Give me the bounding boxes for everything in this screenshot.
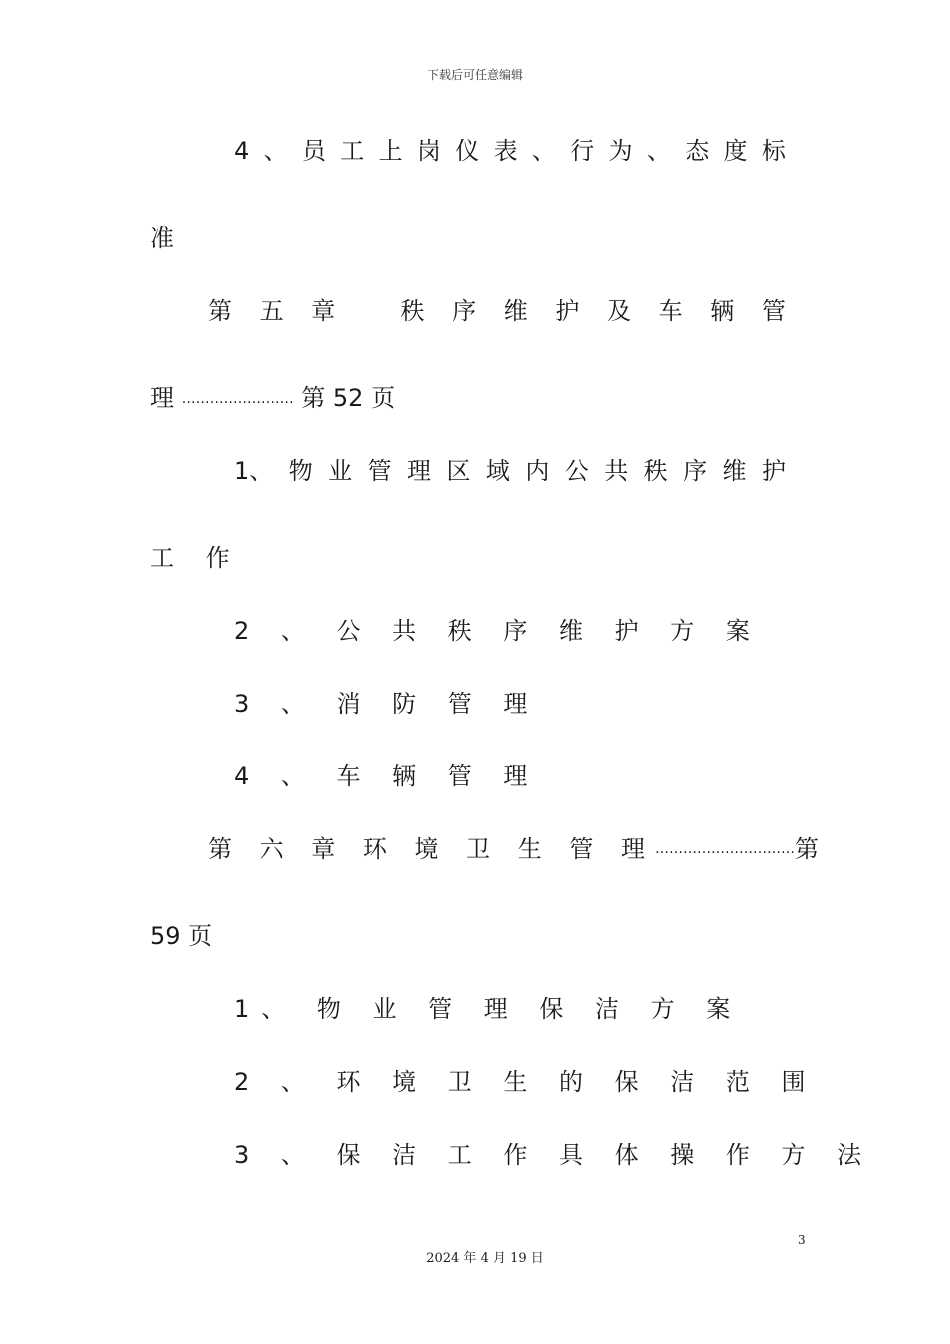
chapter-6-title: 第 六 章 环 境 卫 生 管 理 <box>208 835 656 863</box>
toc-entry-fire-management: 3 、 消 防 管 理 <box>234 690 540 718</box>
toc-char: 4 <box>234 137 250 165</box>
toc-entry-cleaning-scope: 2 、 环 境 卫 生 的 保 洁 范 围 <box>234 1068 818 1096</box>
toc-char: 公 <box>564 457 589 485</box>
chapter-6-page-label: 第 <box>795 835 820 863</box>
toc-char: 表 <box>493 137 518 165</box>
toc-entry-continuation: 工 作 <box>150 544 242 572</box>
toc-entry-cleaning-methods: 3 、 保 洁 工 作 具 体 操 作 方 法 <box>234 1141 874 1169</box>
toc-char: 员 <box>301 137 326 165</box>
toc-char: 区 <box>446 457 471 485</box>
toc-char: 护 <box>761 457 786 485</box>
toc-chapter-5-continuation <box>150 383 395 414</box>
chapter-6-page: 59 页 <box>150 922 213 950</box>
toc-entry-continuation: 准 <box>150 224 174 252</box>
toc-char: 章 <box>311 297 336 325</box>
toc-char: 车 <box>658 297 683 325</box>
toc-char: 度 <box>723 137 748 165</box>
toc-entry-cleaning-plan: 1、 物 业 管 理 保 洁 方 案 <box>234 995 743 1023</box>
page-number: 3 <box>798 1233 806 1247</box>
toc-char <box>363 296 373 326</box>
toc-chapter-6 <box>208 834 820 864</box>
toc-entry-vehicle-management: 4 、 车 辆 管 理 <box>234 762 540 790</box>
toc-char: 管 <box>367 457 392 485</box>
toc-char: 维 <box>503 297 528 325</box>
page-header: 下载后可任意编辑 <box>426 68 523 82</box>
toc-char: 五 <box>259 297 284 325</box>
toc-char: 序 <box>683 457 708 485</box>
toc-char: 仪 <box>455 137 480 165</box>
toc-chapter-5 <box>208 296 786 326</box>
toc-char: 序 <box>452 297 477 325</box>
toc-char: 秩 <box>400 297 425 325</box>
toc-char: 、 <box>646 137 671 165</box>
toc-char: 秩 <box>643 457 668 485</box>
toc-char: 辆 <box>710 297 735 325</box>
leader-dots: ………………………… <box>655 841 796 857</box>
chapter-5-title-end: 理 <box>150 384 174 412</box>
toc-entry-public-order-plan: 2 、 公 共 秩 序 维 护 方 案 <box>234 617 762 645</box>
toc-char: 理 <box>407 457 432 485</box>
toc-char: 域 <box>485 457 510 485</box>
toc-char: 态 <box>685 137 710 165</box>
toc-char: 行 <box>570 137 595 165</box>
leader-dots: …………………… <box>181 391 294 407</box>
toc-char: 1、 <box>234 457 274 485</box>
toc-char: 业 <box>328 457 353 485</box>
toc-char: 、 <box>263 137 288 165</box>
toc-char: 上 <box>378 137 403 165</box>
toc-char: 工 <box>340 137 365 165</box>
toc-char: 共 <box>604 457 629 485</box>
toc-entry-public-order <box>234 456 786 486</box>
toc-char: 物 <box>288 457 313 485</box>
toc-char: 维 <box>722 457 747 485</box>
toc-char: 内 <box>525 457 550 485</box>
toc-char: 护 <box>555 297 580 325</box>
toc-char: 标 <box>761 137 786 165</box>
toc-char: 为 <box>608 137 633 165</box>
toc-char: 、 <box>531 137 556 165</box>
toc-char: 管 <box>761 297 786 325</box>
toc-char: 岗 <box>416 137 441 165</box>
toc-entry-staff-standards <box>234 136 786 166</box>
toc-char: 及 <box>607 297 631 325</box>
page-footer-date: 2024 年 4 月 19 日 <box>426 1251 544 1266</box>
chapter-5-page: 第 52 页 <box>301 384 396 412</box>
toc-char: 第 <box>208 297 232 325</box>
